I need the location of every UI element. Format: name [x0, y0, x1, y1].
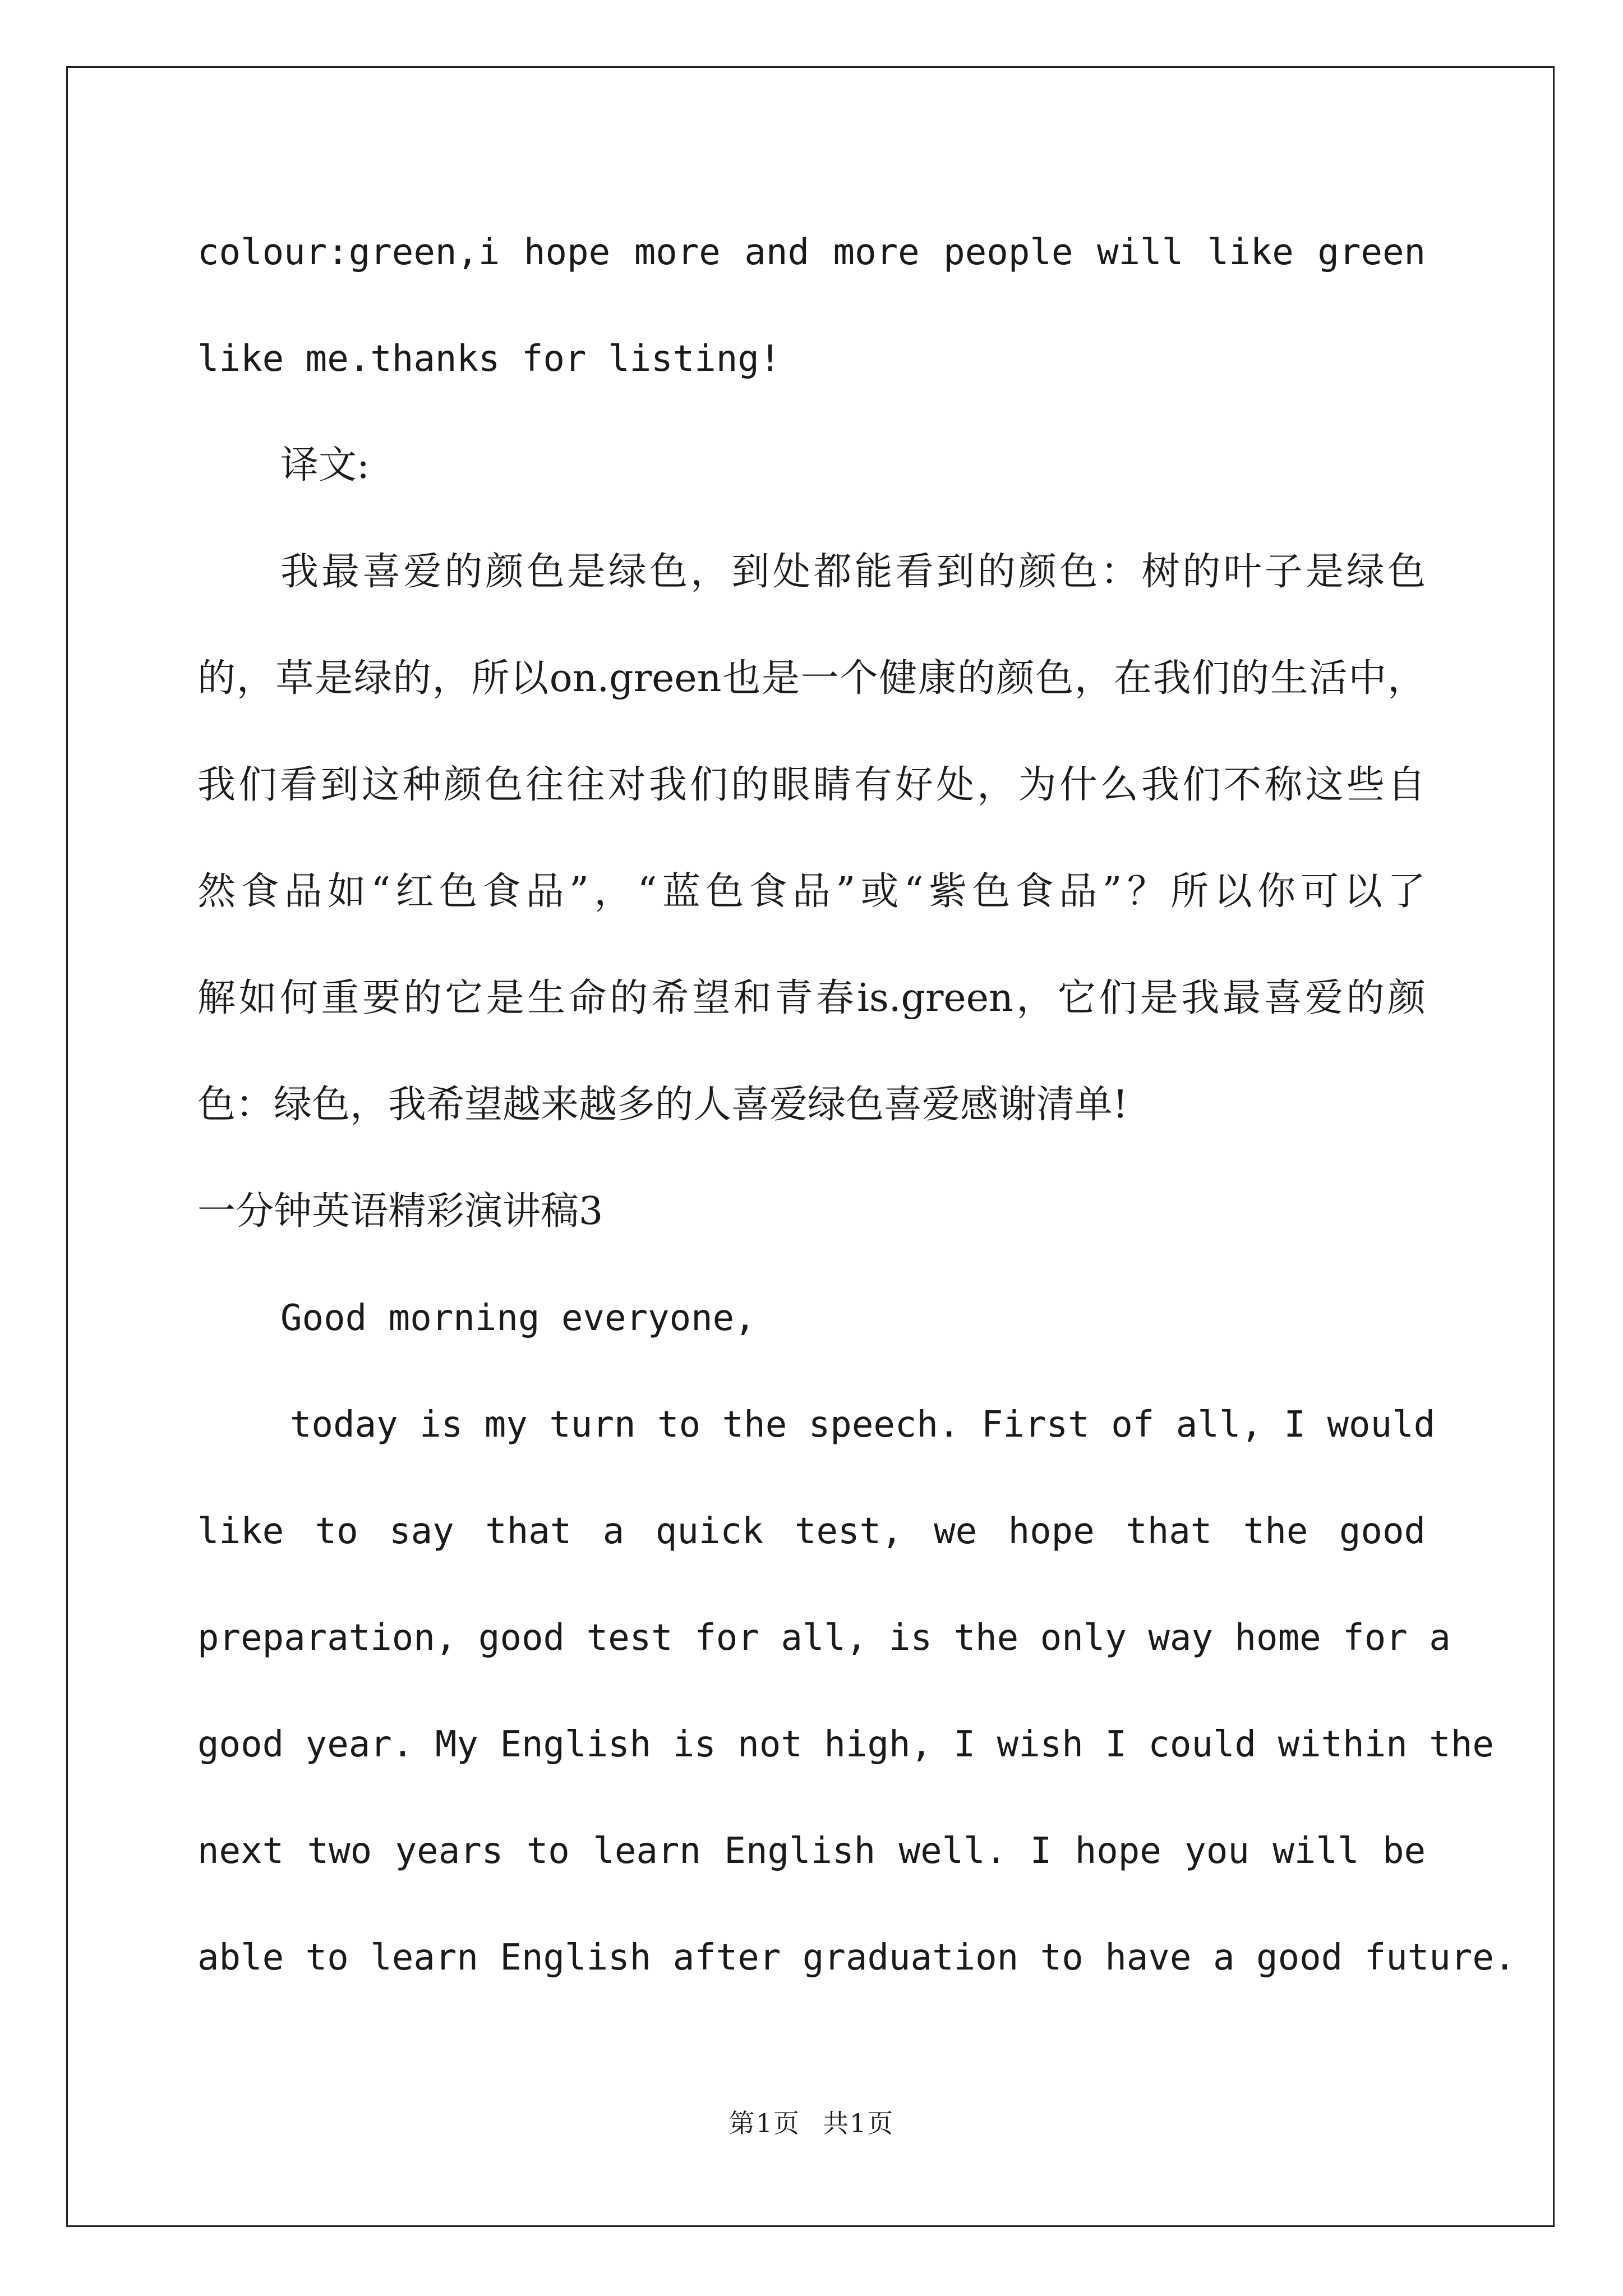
page-number: 第1页 [728, 2108, 800, 2138]
text-line: like me.thanks for listing! [197, 338, 781, 380]
text-line: colour:green,i hope more and more people will like green [197, 232, 1426, 273]
text-line: 然食品如“红色食品”，“蓝色食品”或“紫色食品”？所以你可以了 [197, 869, 1426, 914]
text-line: preparation, good test for all, is the only way home for a [197, 1617, 1451, 1659]
text-line: like to say that a quick test, we hope that the good [197, 1511, 1426, 1552]
text-line: 解如何重要的它是生命的希望和青春is.green，它们是我最喜爱的颜 [197, 976, 1426, 1020]
page-footer [0, 2106, 1623, 2140]
text-line: 的，草是绿的，所以on.green也是一个健康的颜色，在我们的生活中， [197, 656, 1426, 701]
translation-heading: 译文: [280, 443, 370, 487]
text-line: Good morning everyone, [280, 1297, 756, 1339]
text-line: able to learn English after graduation to have a good future. [197, 1937, 1516, 1978]
text-line: good year. My English is not high, I wish I could within the [197, 1724, 1494, 1765]
page-border [66, 66, 1555, 2227]
page-total: 共1页 [823, 2108, 895, 2138]
text-line: 我最喜爱的颜色是绿色，到处都能看到的颜色：树的叶子是绿色 [280, 550, 1426, 594]
text-line: 我们看到这种颜色往往对我们的眼睛有好处，为什么我们不称这些自 [197, 763, 1426, 807]
section-heading: 一分钟英语精彩演讲稿3 [197, 1189, 603, 1234]
text-line: next two years to learn English well. I hope you will be [197, 1830, 1426, 1872]
text-line: 色：绿色，我希望越来越多的人喜爱绿色喜爱感谢清单! [197, 1083, 1128, 1127]
text-line: today is my turn to the speech. First of all, I would [290, 1404, 1436, 1446]
